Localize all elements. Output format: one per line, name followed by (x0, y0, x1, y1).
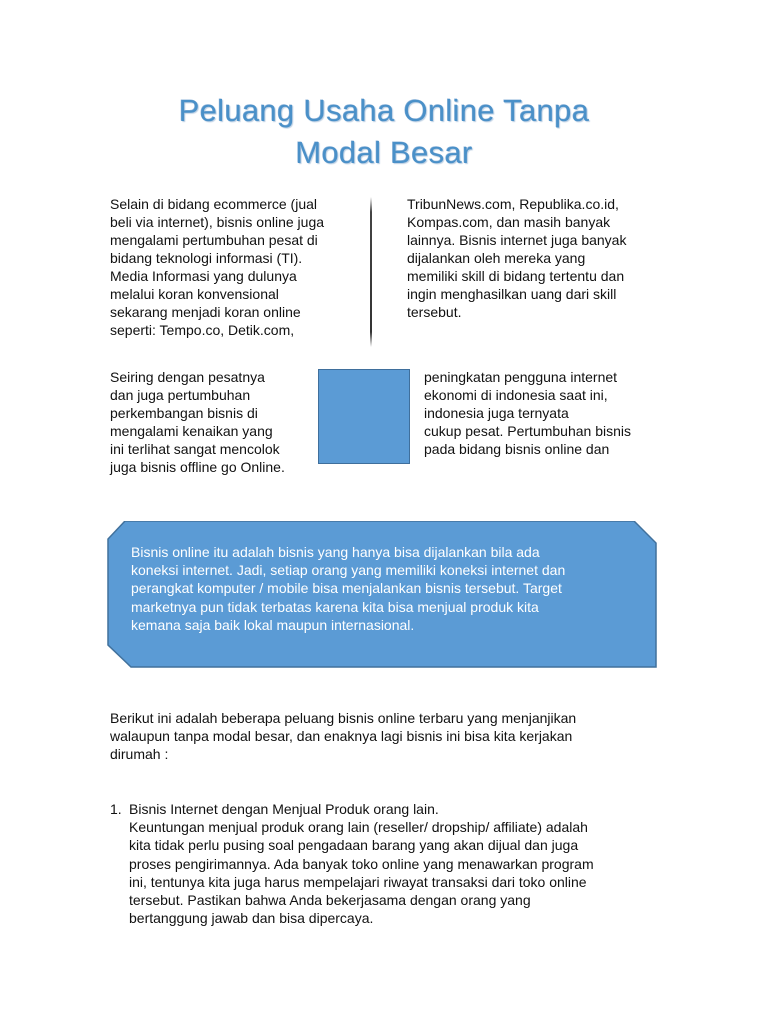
title-line-2: Modal Besar (295, 135, 473, 170)
callout-line: koneksi internet. Jadi, setiap orang yang memiliki koneksi internet dan (131, 562, 566, 579)
callout-text (131, 543, 565, 634)
text-line: memiliki skill di bidang tertentu dan (407, 268, 625, 284)
section2-right-text (424, 368, 631, 458)
text-line: TribunNews.com, Republika.co.id, (407, 196, 619, 212)
text-line: dijalankan oleh mereka yang (407, 250, 586, 266)
text-line: lainnya. Bisnis internet juga banyak (407, 232, 627, 248)
page-title (0, 90, 768, 174)
text-line: Keuntungan menjual produk orang lain (reseller/ dropship/ affiliate) adalah (129, 819, 588, 836)
text-line: Seiring dengan pesatnya (110, 369, 265, 385)
text-line: Media Informasi yang dulunya (110, 268, 297, 284)
text-line: Berikut ini adalah beberapa peluang bisnis online terbaru yang menjanjikan (110, 710, 577, 726)
text-line: cukup pesat. Pertumbuhan bisnis (424, 423, 632, 439)
list-item-heading: Bisnis Internet dengan Menjual Produk orang lain. (129, 801, 439, 817)
text-line: ekonomi di indonesia saat ini, (424, 387, 608, 403)
column-right-text (407, 195, 626, 321)
text-line: tersebut. (407, 304, 462, 320)
title-line-1: Peluang Usaha Online Tanpa (178, 93, 590, 128)
text-line: Kompas.com, dan masih banyak (407, 214, 611, 230)
text-line: beli via internet), bisnis online juga (110, 214, 325, 230)
intro-paragraph (110, 709, 576, 763)
text-line: Selain di bidang ecommerce (jual (110, 196, 317, 212)
callout-box (107, 521, 657, 668)
text-line: mengalami kenaikan yang (110, 423, 273, 439)
text-line: sekarang menjadi koran online (110, 304, 301, 320)
text-line: proses pengirimannya. Ada banyak toko online yang menawarkan program (129, 855, 594, 872)
text-line: bidang teknologi informasi (TI). (110, 250, 303, 266)
text-line: tersebut. Pastikan bahwa Anda bekerjasama dengan orang yang (129, 892, 531, 909)
text-line: pada bidang bisnis online dan (424, 441, 610, 457)
blue-square-shape (318, 369, 410, 464)
column-divider (370, 197, 372, 347)
column-left-text (110, 195, 324, 339)
text-line: ini terlihat sangat mencolok (110, 441, 280, 457)
callout-line: Bisnis online itu adalah bisnis yang hanya bisa dijalankan bila ada (131, 544, 540, 560)
text-line: mengalami pertumbuhan pesat di (110, 232, 318, 248)
section2-left-text (110, 368, 285, 476)
list-item-body (129, 800, 594, 927)
text-line: juga bisnis offline go Online. (110, 459, 285, 475)
callout-line: marketnya pun tidak terbatas karena kita bisa menjual produk kita (131, 598, 539, 615)
text-line: dan juga pertumbuhan (110, 387, 251, 403)
text-line: perkembangan bisnis di (110, 405, 258, 421)
text-line: melalui koran konvensional (110, 286, 279, 302)
callout-line: kemana saja baik lokal maupun internasional. (131, 616, 415, 633)
text-line: kita tidak perlu pusing soal pengadaan barang yang akan dijual dan juga (129, 837, 579, 854)
text-line: ingin menghasilkan uang dari skill (407, 286, 617, 302)
list-number: 1. (110, 801, 122, 817)
text-line: dirumah : (110, 746, 169, 762)
text-line: seperti: Tempo.co, Detik.com, (110, 322, 295, 338)
text-line: ini, tentunya kita juga harus mempelajari riwayat transaksi dari toko online (129, 873, 587, 890)
text-line: bertanggung jawab dan bisa dipercaya. (129, 910, 374, 927)
callout-line: perangkat komputer / mobile bisa menjalankan bisnis tersebut. Target (131, 580, 562, 597)
text-line: indonesia juga ternyata (424, 405, 569, 421)
text-line: walaupun tanpa modal besar, dan enaknya lagi bisnis ini bisa kita kerjakan (110, 728, 573, 744)
text-line: peningkatan pengguna internet (424, 369, 618, 385)
